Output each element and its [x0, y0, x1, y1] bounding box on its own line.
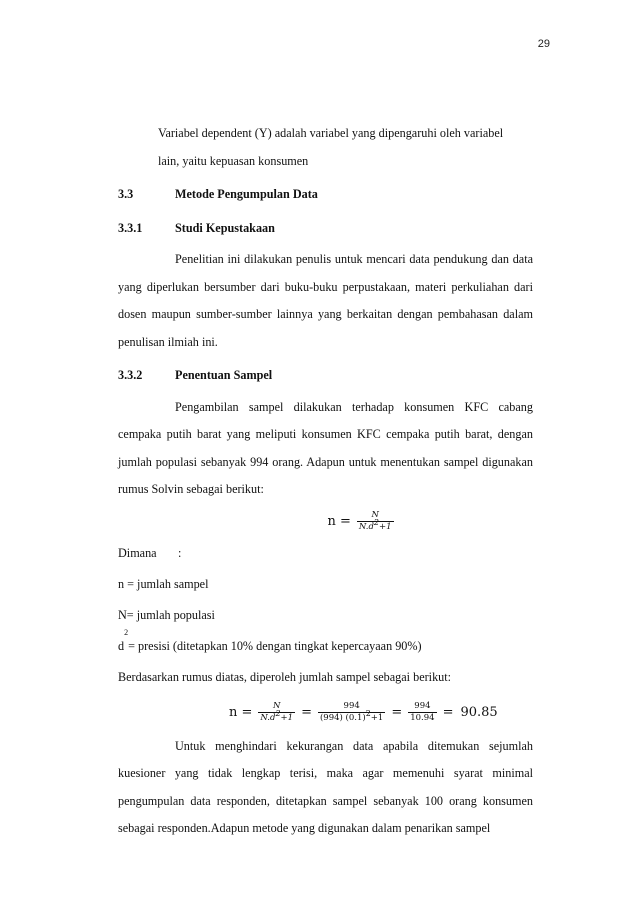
section-title: Metode Pengumpulan Data [175, 187, 318, 201]
berdasarkan-line: Berdasarkan rumus diatas, diperoleh jumlah sampel sebagai berikut: [118, 669, 452, 684]
section-number: 3.3 [118, 187, 134, 201]
formula-lhs: n = [229, 704, 253, 720]
dimana-line [118, 540, 533, 571]
dimana-label: Dimana [118, 545, 157, 560]
slovin-calculation [118, 695, 533, 731]
equals-sign: = [442, 704, 454, 720]
intro-line-2: lain, yaitu kepuasan konsumen [158, 153, 309, 168]
paragraph-studi-kepustakaan: Penelitian ini dilakukan penulis untuk mencari data pendukung dan data yang diperlukan bersumber dari buku-buku perpustakaan, materi perkuliahan dari dosen maupun sumber-sumber lainnya yang berkaitan dengan pembahasan dalam penulisan ilmiah ini. [118, 252, 533, 349]
paragraph-closing: Untuk menghindari kekurangan data apabila ditemukan sejumlah kuesioner yang tidak lengkap terisi, maka agar memenuhi syarat minimal pengumpulan data responden, ditetapkan sampel sebanyak 100 orang konsumen sebagai responden.Adapun metode yang digunakan dalam penarikan sampel [118, 738, 533, 835]
formula-result: 90.85 [460, 704, 498, 720]
intro-paragraph [158, 120, 533, 175]
equals-sign: = [391, 704, 403, 720]
section-heading-3-3-1 [118, 215, 533, 243]
intro-line-1: Variabel dependent (Y) adalah variabel yang dipengaruhi oleh variabel [158, 126, 504, 140]
fraction-substituted: $\frac{994}{(994) (0.1)^2+1}$ [319, 701, 384, 723]
section-heading-3-3 [118, 181, 533, 209]
slovin-formula [118, 504, 533, 540]
section-number: 3.3.1 [118, 220, 143, 235]
section-heading-3-3-2 [118, 362, 533, 390]
fraction-denominator: $N.d^2+1$ [358, 518, 392, 532]
dimana-colon: : [178, 545, 182, 560]
paragraph-penentuan-sampel: Pengambilan sampel dilakukan terhadap konsumen KFC cabang cempaka putih barat yang meliputi konsumen KFC cempaka putih barat, dengan jumlah populasi sebanyak 994 orang. Adapun untuk menentukan sampel digunakan rumus Solvin sebagai berikut: [118, 399, 533, 496]
page-number: 29 [537, 38, 550, 50]
formula-fraction [357, 510, 394, 533]
fraction-simplified: $\frac{994}{10.94}$ [410, 701, 435, 723]
section-title: Penentuan Sampel [175, 368, 273, 382]
formula-lhs: n = [327, 513, 351, 529]
section-title: Studi Kepustakaan [175, 220, 275, 235]
page-content [118, 120, 533, 843]
section-number: 3.3.2 [118, 368, 143, 382]
fraction-numerator: N [371, 510, 379, 520]
equals-sign: = [301, 704, 312, 720]
fraction-general: $\frac{N}{N.d^2+1}$ [260, 701, 294, 723]
definition-n: n = jumlah sampel [118, 576, 209, 591]
definition-d: d 2 = presisi (ditetapkan 10% dengan tingkat kepercayaan 90%) [118, 627, 422, 653]
definition-N: N= jumlah populasi [118, 607, 215, 622]
